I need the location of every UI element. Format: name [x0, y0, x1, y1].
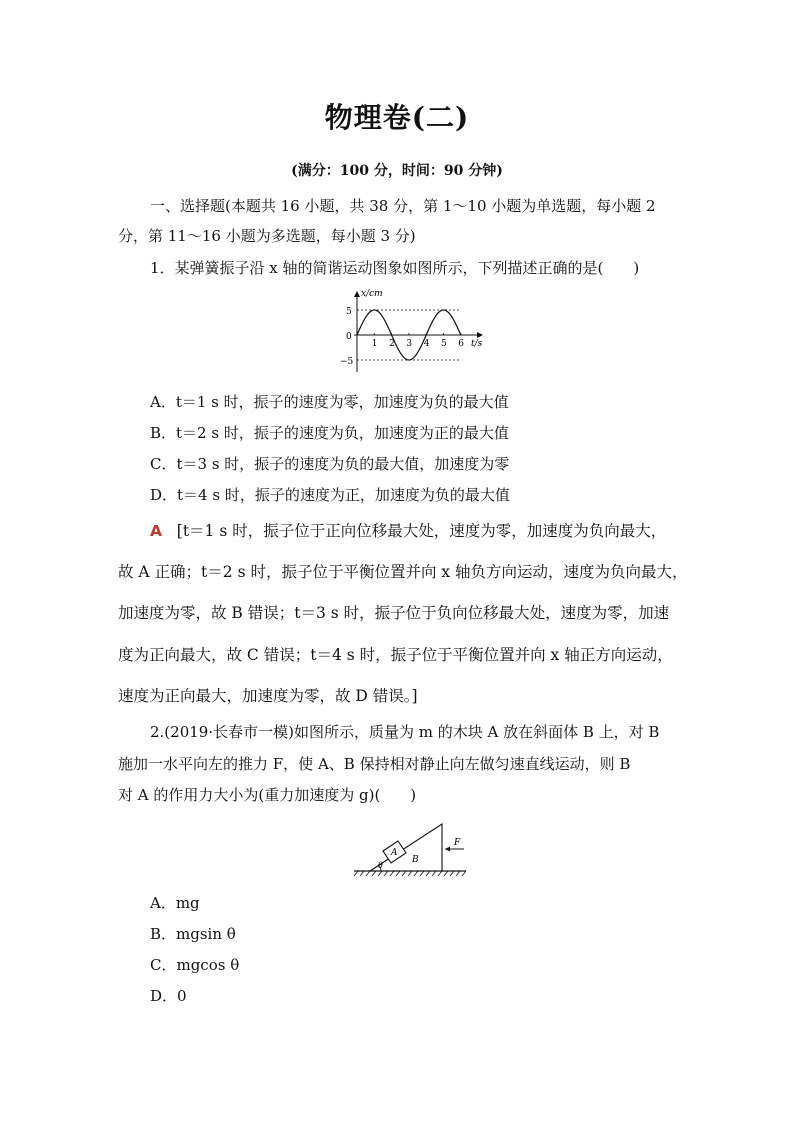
q1-explanation-5: 速度为正向最大，加速度为零，故 D 错误。] [118, 687, 418, 705]
section-heading-line2: 分，第 11～16 小题为多选题，每小题 3 分) [118, 227, 416, 245]
y-tick-neg: −5 [340, 357, 354, 367]
x-tick-label: 3 [406, 339, 413, 349]
q2-stem-line3: 对 A 的作用力大小为(重力加速度为 g)( ) [118, 786, 417, 804]
q1-option-d: D．t＝4 s 时，振子的速度为正，加速度为负的最大值 [150, 486, 510, 504]
x-tick-label: 1 [371, 339, 378, 349]
x-tick-label: 5 [441, 339, 447, 349]
q1-shm-graph [340, 286, 490, 376]
q1-explanation-4: 度为正向最大，故 C 错误；t＝4 s 时，振子位于平衡位置并向 x 轴正方向运动， [118, 646, 673, 664]
q1-explanation-2: 故 A 正确；t＝2 s 时，振子位于平衡位置并向 x 轴负方向运动，速度为负向最大， [118, 563, 688, 581]
q1-answer-line1 [150, 521, 666, 541]
q1-answer-letter: A [150, 522, 162, 540]
wedge-b-label: B [412, 855, 419, 865]
q1-stem: 1．某弹簧振子沿 x 轴的简谐运动图象如图所示，下列描述正确的是( ) [150, 259, 640, 277]
q2-incline-figure [350, 818, 470, 880]
score-time-info: (满分：100 分，时间：90 分钟) [291, 163, 503, 179]
force-arrowhead [445, 847, 450, 852]
q1-option-a: A．t＝1 s 时，振子的速度为零，加速度为负的最大值 [150, 393, 509, 411]
y-tick-zero: 0 [346, 332, 352, 342]
x-tick-label: 2 [389, 339, 395, 349]
q2-stem-line2: 施加一水平向左的推力 F，使 A、B 保持相对静止向左做匀速直线运动，则 B [118, 755, 631, 773]
q2-option-d: D．0 [150, 987, 187, 1005]
q1-explanation-3: 加速度为零，故 B 错误；t＝3 s 时，振子位于负向位移最大处，速度为零，加速 [118, 604, 670, 622]
q1-option-c: C．t＝3 s 时，振子的速度为负的最大值，加速度为零 [150, 455, 510, 473]
q2-option-a: A．mg [150, 894, 200, 912]
q1-explanation-1: [t＝1 s 时，振子位于正向位移最大处，速度为零，加速度为负向最大， [176, 522, 667, 540]
x-axis-label: t/s [471, 339, 483, 349]
block-a-label: A [391, 848, 398, 858]
ground-hatching [354, 871, 466, 876]
q2-stem-line1: 2.(2019·长春市一模)如图所示，质量为 m 的木块 A 放在斜面体 B 上，对 B [150, 723, 660, 741]
x-tick-label: 6 [458, 339, 465, 349]
x-tick-label: 4 [423, 339, 430, 349]
q2-option-c: C．mgcos θ [150, 956, 240, 974]
force-f-label: F [454, 838, 461, 848]
y-axis-label: x/cm [361, 289, 383, 299]
angle-theta-label: θ [378, 861, 383, 870]
section-heading-line1: 一、选择题(本题共 16 小题，共 38 分，第 1～10 小题为单选题，每小题 2 [150, 197, 656, 215]
page-title: 物理卷(二) [324, 101, 470, 134]
q1-option-b: B．t＝2 s 时，振子的速度为负，加速度为正的最大值 [150, 424, 509, 442]
q2-option-b: B．mgsin θ [150, 925, 236, 943]
y-tick-pos: 5 [346, 307, 352, 317]
